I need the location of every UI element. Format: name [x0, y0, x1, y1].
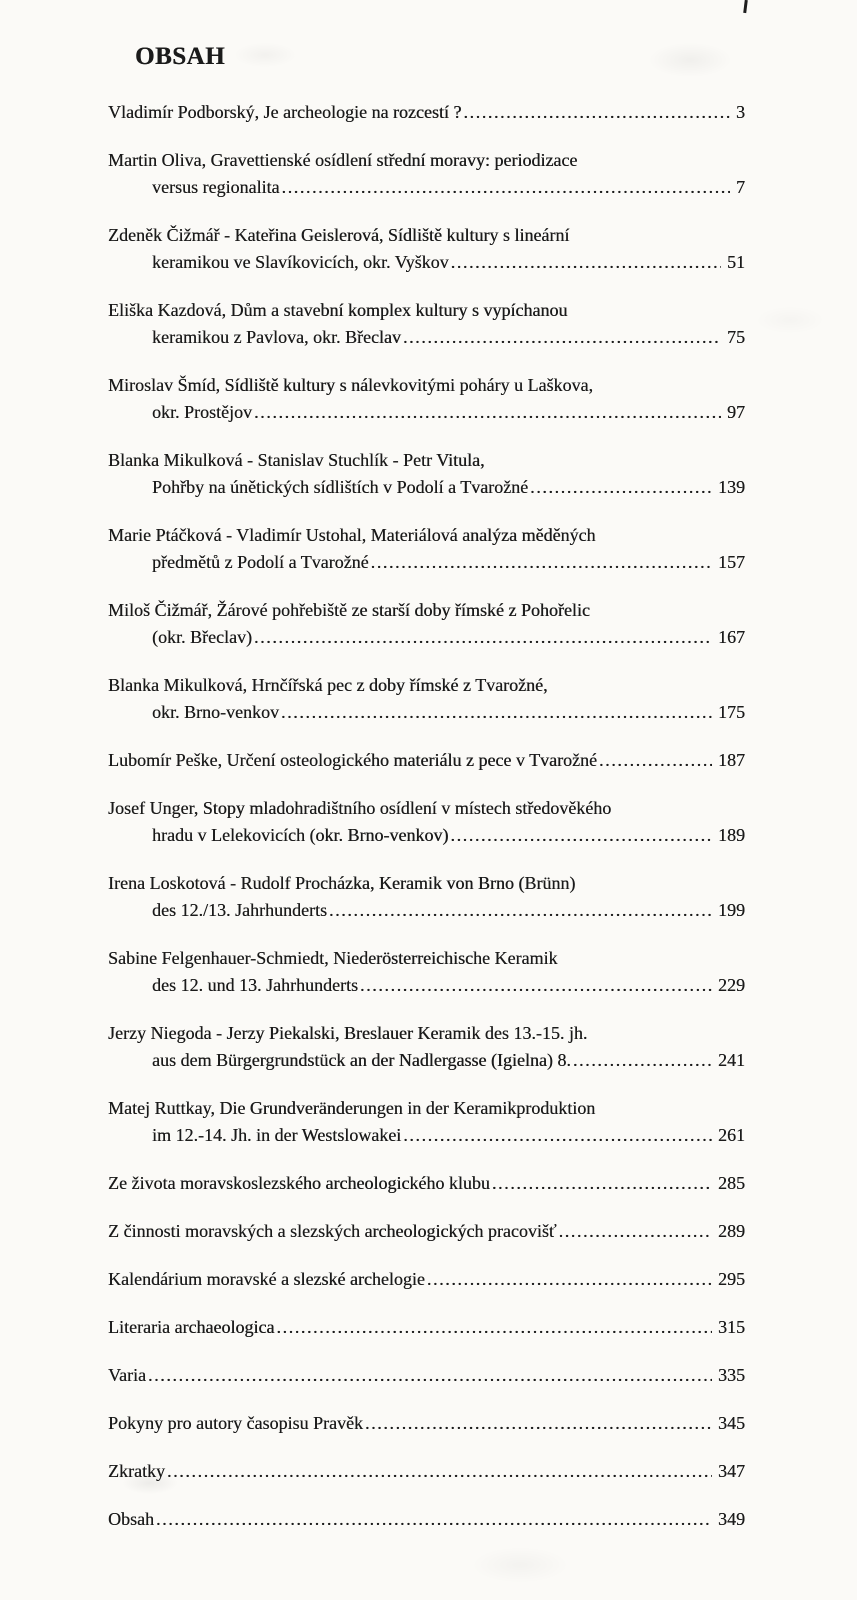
dot-leader — [167, 1458, 712, 1485]
toc-line — [108, 624, 745, 651]
toc-entry-text: aus dem Bürgergrundstück an der Nadlergasse (Igielna) 8. — [152, 1050, 571, 1070]
toc-entry-text: Pohřby na únětických sídlištích v Podolí a Tvarožné — [152, 477, 529, 497]
dot-leader — [365, 1410, 712, 1437]
toc-line — [108, 99, 745, 126]
toc-entry — [108, 1266, 745, 1293]
toc-line — [108, 699, 745, 726]
toc-entry-text: Miloš Čižmář, Žárové pohřebiště ze starší doby římské z Pohořelic — [108, 600, 590, 620]
toc-page-number: 295 — [718, 1269, 745, 1289]
toc-line — [108, 1410, 745, 1437]
toc-entry-text: Zdeněk Čižmář - Kateřina Geislerová, Sídliště kultury s lineární — [108, 225, 570, 245]
toc-entry-text: Jerzy Niegoda - Jerzy Piekalski, Breslauer Keramik des 13.-15. jh. — [108, 1023, 588, 1043]
toc-line — [108, 972, 745, 999]
toc-entry-text: okr. Prostějov — [152, 402, 253, 422]
toc-line — [108, 549, 745, 576]
toc-entry — [108, 99, 745, 126]
toc-entry — [108, 1218, 745, 1245]
toc-entry-text: Blanka Mikulková, Hrnčířská pec z doby římské z Tvarožné, — [108, 675, 548, 695]
toc-entry-text: Irena Loskotová - Rudolf Procházka, Keramik von Brno (Brünn) — [108, 873, 576, 893]
toc-page-number: 97 — [727, 402, 745, 422]
toc-entry-text: des 12. und 13. Jahrhunderts — [152, 975, 358, 995]
toc-line — [108, 1218, 745, 1245]
toc-entry-text: Zkratky — [108, 1461, 165, 1481]
dot-leader — [573, 1047, 712, 1074]
toc-entry — [108, 297, 745, 351]
toc-entry-text: des 12./13. Jahrhunderts — [152, 900, 327, 920]
toc-entry — [108, 1458, 745, 1485]
toc-entry — [108, 672, 745, 726]
toc-entry-text: Martin Oliva, Gravettienské osídlení střední moravy: periodizace — [108, 150, 578, 170]
toc-line — [108, 1020, 745, 1047]
dot-leader — [254, 399, 721, 426]
toc-page-number: 349 — [718, 1509, 745, 1529]
toc-line — [108, 1122, 745, 1149]
toc-entry — [108, 597, 745, 651]
toc-page-number: 187 — [718, 750, 745, 770]
toc-line — [108, 147, 745, 174]
toc-line — [108, 672, 745, 699]
toc-entry — [108, 1506, 745, 1533]
toc-entry-text: Pokyny pro autory časopisu Pravěk — [108, 1413, 363, 1433]
toc-entry — [108, 522, 745, 576]
toc-page-number: 51 — [727, 252, 745, 272]
toc-page-number: 335 — [718, 1365, 745, 1385]
toc-page-number: 199 — [718, 900, 745, 920]
toc-line — [108, 822, 745, 849]
toc-entry — [108, 1314, 745, 1341]
toc-list — [108, 99, 745, 1533]
dot-leader — [427, 1266, 712, 1293]
toc-line — [108, 1266, 745, 1293]
dot-leader — [360, 972, 712, 999]
toc-line — [108, 945, 745, 972]
toc-line — [108, 474, 745, 501]
toc-entry-text: keramikou ve Slavíkovicích, okr. Vyškov — [152, 252, 449, 272]
dot-leader — [148, 1362, 712, 1389]
toc-entry-text: Literaria archaeologica — [108, 1317, 275, 1337]
toc-entry — [108, 222, 745, 276]
toc-entry — [108, 1170, 745, 1197]
toc-entry — [108, 1095, 745, 1149]
dot-leader — [492, 1170, 712, 1197]
dot-leader — [463, 99, 730, 126]
toc-line — [108, 897, 745, 924]
dot-leader — [156, 1506, 712, 1533]
toc-line — [108, 324, 745, 351]
toc-line — [108, 522, 745, 549]
toc-entry — [108, 372, 745, 426]
toc-entry-text: Sabine Felgenhauer-Schmiedt, Niederösterreichische Keramik — [108, 948, 558, 968]
dot-leader — [450, 822, 712, 849]
toc-line — [108, 399, 745, 426]
toc-entry-text: Kalendárium moravské a slezské archelogie — [108, 1269, 425, 1289]
toc-entry-text: předmětů z Podolí a Tvarožné — [152, 552, 369, 572]
toc-page-number: 261 — [718, 1125, 745, 1145]
toc-line — [108, 249, 745, 276]
toc-page-number: 289 — [718, 1221, 745, 1241]
toc-entry — [108, 870, 745, 924]
toc-line — [108, 1362, 745, 1389]
toc-line — [108, 1095, 745, 1122]
toc-entry-text: hradu v Lelekovicích (okr. Brno-venkov) — [152, 825, 449, 845]
dot-leader — [329, 897, 712, 924]
toc-entry — [108, 1362, 745, 1389]
toc-page-number: 189 — [718, 825, 745, 845]
toc-line — [108, 1170, 745, 1197]
toc-line — [108, 372, 745, 399]
toc-page-number: 139 — [718, 477, 745, 497]
toc-entry-text: Varia — [108, 1365, 146, 1385]
toc-entry — [108, 1020, 745, 1074]
toc-entry-text: versus regionalita — [152, 177, 280, 197]
dot-leader — [599, 747, 712, 774]
toc-line — [108, 1458, 745, 1485]
toc-entry-text: Josef Unger, Stopy mladohradištního osídlení v místech středověkého — [108, 798, 612, 818]
toc-line — [108, 297, 745, 324]
dot-leader — [281, 699, 712, 726]
toc-entry-text: Blanka Mikulková - Stanislav Stuchlík - Petr Vitula, — [108, 450, 485, 470]
toc-page-number: 285 — [718, 1173, 745, 1193]
toc-page-number: 175 — [718, 702, 745, 722]
toc-entry-text: Lubomír Peške, Určení osteologického materiálu z pece v Tvarožné — [108, 750, 597, 770]
dot-leader — [403, 1122, 712, 1149]
toc-line — [108, 870, 745, 897]
dot-leader — [530, 474, 712, 501]
toc-line — [108, 747, 745, 774]
toc-entry — [108, 447, 745, 501]
toc-entry-text: Matej Ruttkay, Die Grundveränderungen in der Keramikproduktion — [108, 1098, 596, 1118]
toc-page-number: 345 — [718, 1413, 745, 1433]
dot-leader — [403, 324, 721, 351]
toc-line — [108, 447, 745, 474]
toc-entry-text: Ze života moravskoslezského archeologického klubu — [108, 1173, 490, 1193]
dot-leader — [559, 1218, 712, 1245]
toc-entry — [108, 945, 745, 999]
toc-entry — [108, 747, 745, 774]
toc-line — [108, 1047, 745, 1074]
toc-entry — [108, 147, 745, 201]
dot-leader — [254, 624, 712, 651]
toc-line — [108, 222, 745, 249]
toc-page-number: 241 — [718, 1050, 745, 1070]
toc-page-number: 229 — [718, 975, 745, 995]
toc-page-number: 315 — [718, 1317, 745, 1337]
dot-leader — [276, 1314, 712, 1341]
toc-page-number: 7 — [736, 177, 745, 197]
toc-entry — [108, 1410, 745, 1437]
toc-entry-text: Obsah — [108, 1509, 154, 1529]
toc-page-number: 3 — [736, 102, 745, 122]
dot-leader — [371, 549, 712, 576]
toc-entry-text: im 12.-14. Jh. in der Westslowakei — [152, 1125, 402, 1145]
toc-entry-text: Eliška Kazdová, Dům a stavební komplex kultury s vypíchanou — [108, 300, 568, 320]
toc-page-number: 167 — [718, 627, 745, 647]
page-title: OBSAH — [135, 43, 226, 70]
toc-entry — [108, 795, 745, 849]
toc-line — [108, 1506, 745, 1533]
toc-page-number: 75 — [727, 327, 745, 347]
toc-page-number: 347 — [718, 1461, 745, 1481]
toc-entry-text: keramikou z Pavlova, okr. Břeclav — [152, 327, 401, 347]
toc-line — [108, 597, 745, 624]
dot-leader — [451, 249, 721, 276]
dot-leader — [281, 174, 730, 201]
toc-entry-text: Marie Ptáčková - Vladimír Ustohal, Materiálová analýza měděných — [108, 525, 596, 545]
toc-entry-text: (okr. Břeclav) — [152, 627, 252, 647]
toc-line — [108, 1314, 745, 1341]
toc-line — [108, 174, 745, 201]
toc-entry-text: okr. Brno-venkov — [152, 702, 279, 722]
toc-line — [108, 795, 745, 822]
toc-page-number: 157 — [718, 552, 745, 572]
toc-entry-text: Vladimír Podborský, Je archeologie na rozcestí ? — [108, 102, 462, 122]
toc-entry-text: Z činnosti moravských a slezských archeologických pracovišť — [108, 1221, 557, 1241]
toc-entry-text: Miroslav Šmíd, Sídliště kultury s nálevkovitými poháry u Laškova, — [108, 375, 593, 395]
